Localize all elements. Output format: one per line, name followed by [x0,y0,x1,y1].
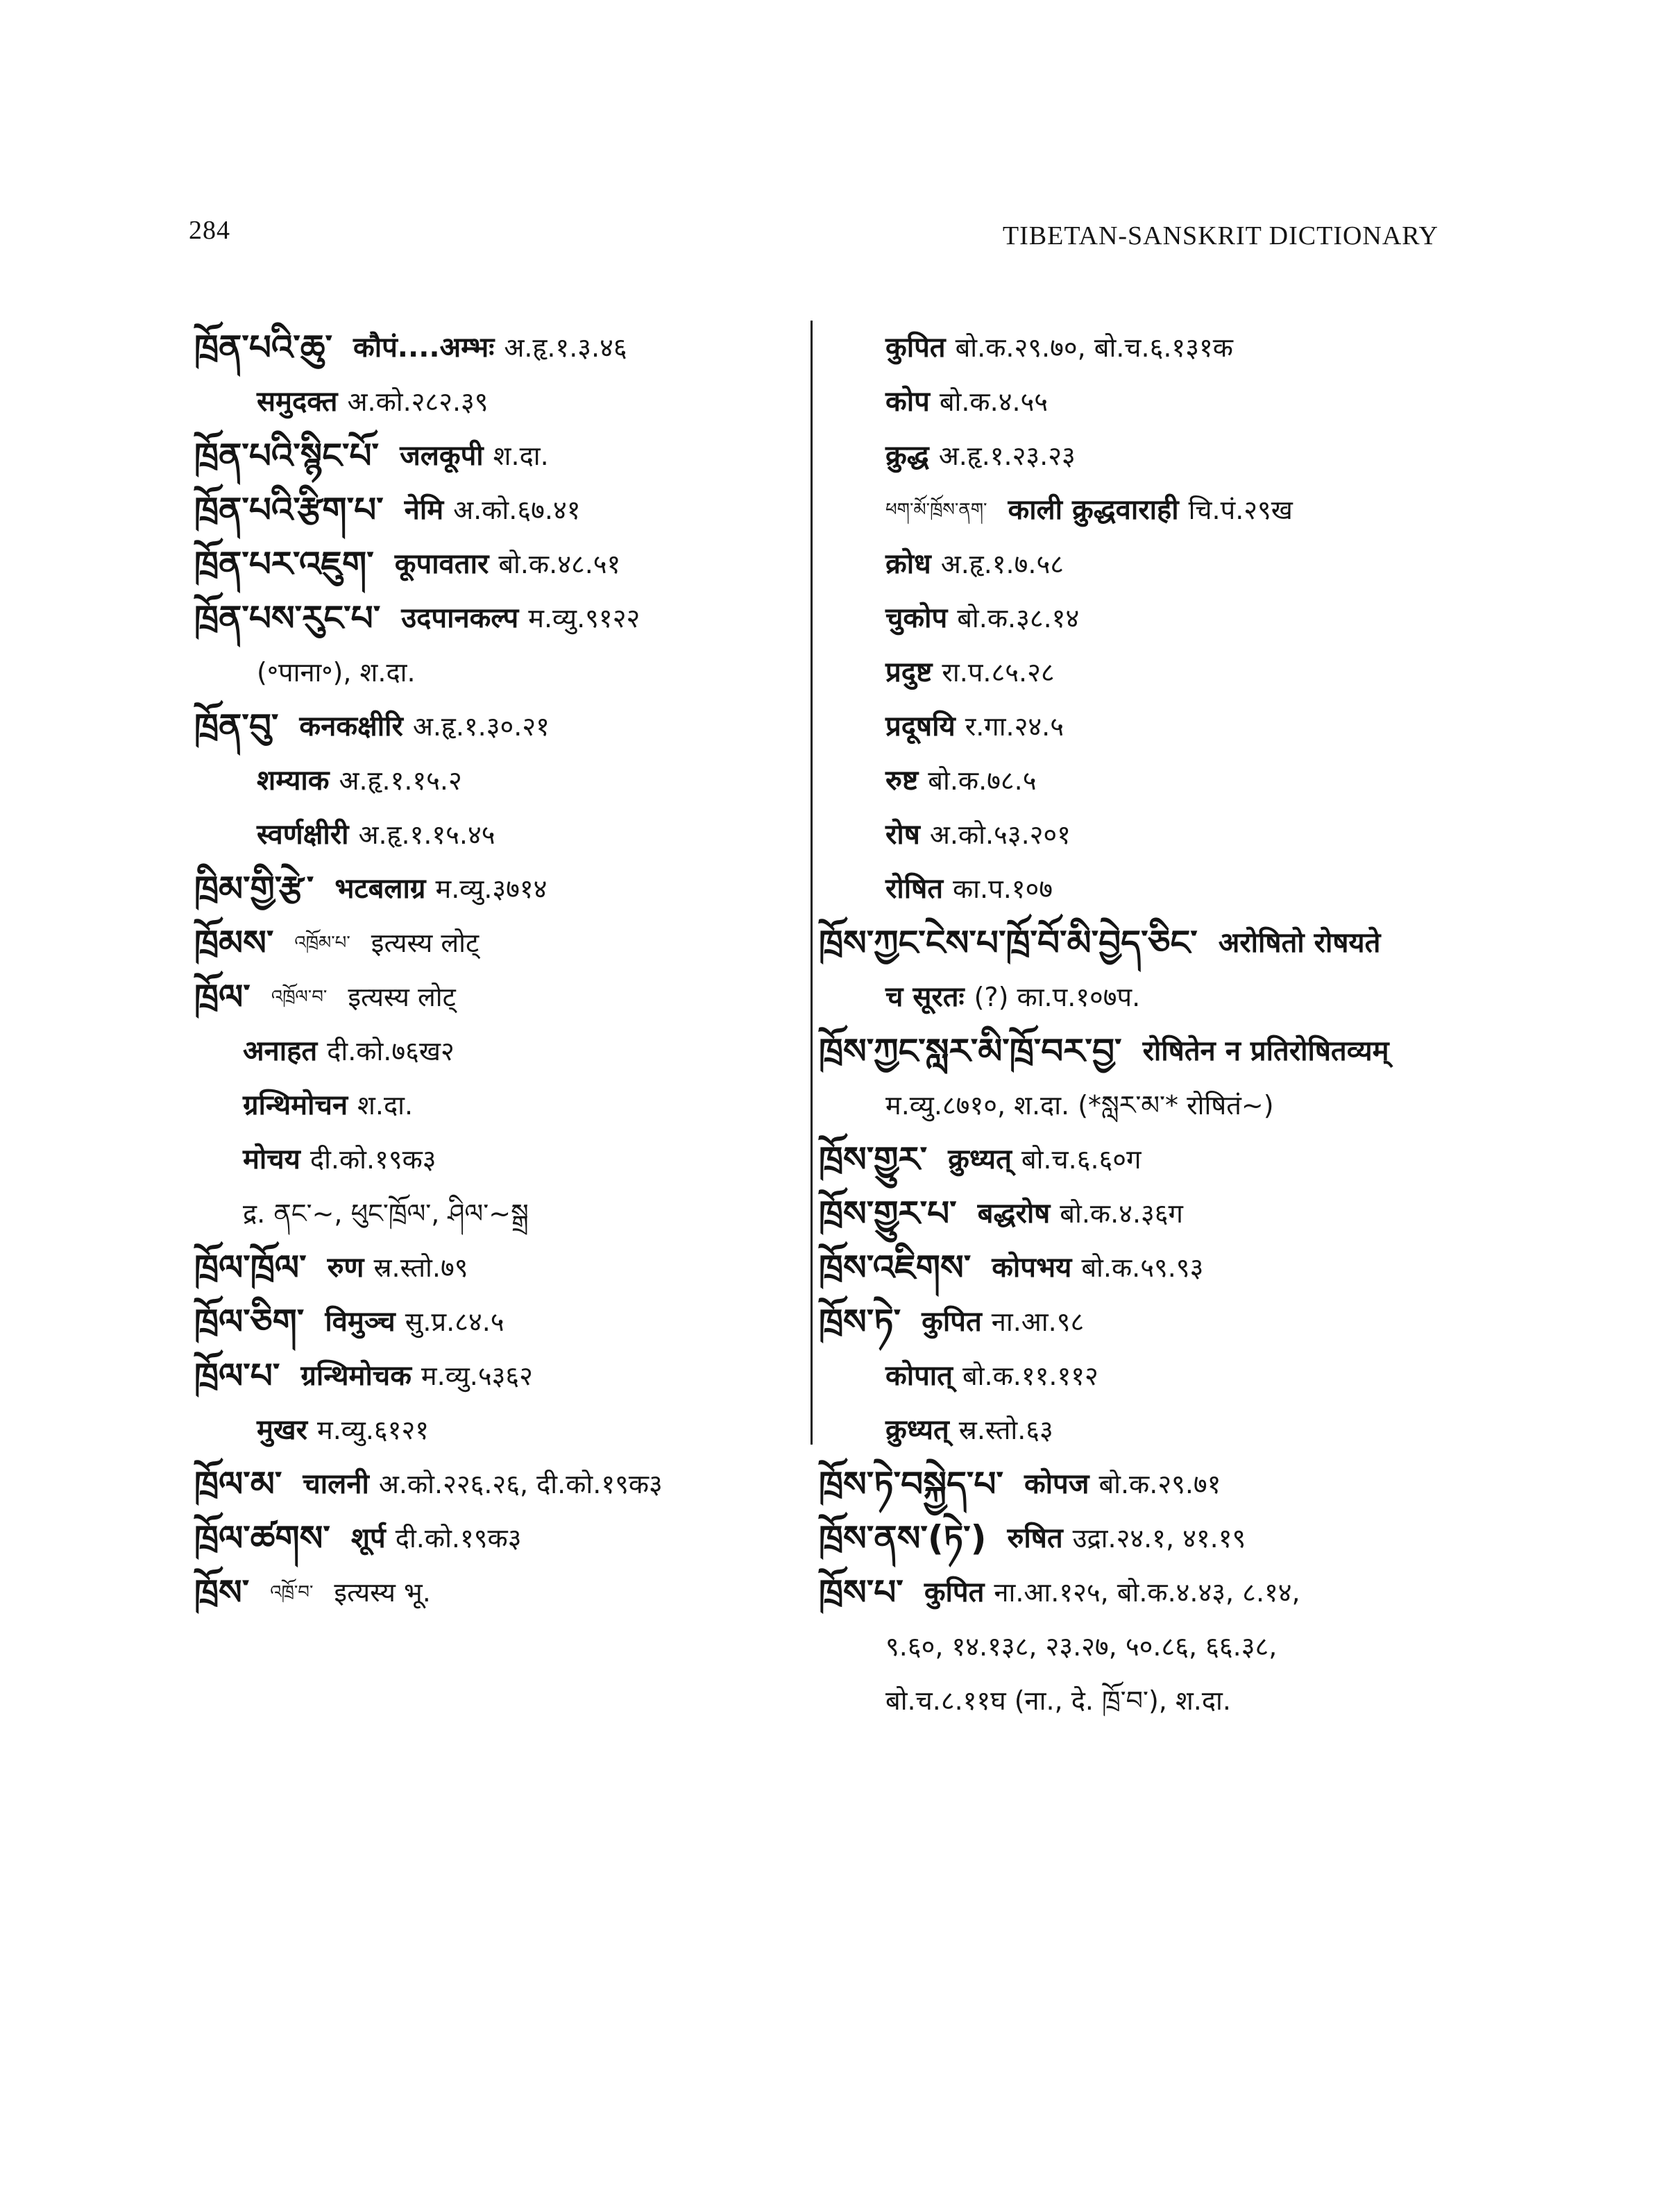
source-reference: (?) का.प.१०७प. [974,982,1141,1012]
source-reference: म.व्यु.६१२१ [317,1415,429,1445]
dictionary-line [819,808,1457,862]
dictionary-line [819,1511,1457,1565]
dictionary-line [819,754,1457,808]
source-reference: बो.क.२९.७०, बो.च.६.१३१क [955,332,1233,363]
source-reference: स्र.स्तो.७९ [373,1252,468,1283]
dictionary-line [819,1457,1457,1511]
source-reference: अ.हृ.१.३०.२१ [412,711,550,742]
sanskrit-equivalent: रुषित [1007,1522,1063,1554]
sanskrit-equivalent: क्रोध [885,548,931,580]
dictionary-line [194,754,805,808]
dictionary-line [819,970,1457,1024]
source-reference: अ.को.५३.२०१ [929,819,1071,850]
source-reference: इत्यस्य भू. [334,1577,431,1608]
dictionary-line [194,1457,805,1511]
sanskrit-equivalent: शम्याक [257,765,330,797]
tibetan-headword: ཁྲོས་གྱུར་ [819,1139,928,1180]
source-reference: श.दा. [357,1090,414,1121]
dictionary-line [819,699,1457,754]
source-reference: अ.को.२८२.३९ [347,386,489,417]
dictionary-line [194,1565,805,1619]
source-reference: स्र.स्तो.६३ [958,1415,1053,1445]
tibetan-headword: ཁྲོལ་པ་ [194,1356,280,1396]
source-reference: इत्यस्य लोट् [348,982,456,1012]
source-reference: बो.च.८.११घ (ना., दे. ཁྲོ་བ་), श.दा. [885,1685,1231,1716]
sanskrit-equivalent: प्रदुष्ट [885,656,933,688]
dictionary-line [194,1078,805,1132]
source-reference: चि.पं.२९ख [1188,495,1293,525]
sanskrit-equivalent: अरोषितो रोषयते [1218,927,1381,959]
dictionary-line [194,862,805,916]
source-reference: बो.क.११.११२ [962,1361,1098,1391]
source-reference: द्र. ནང་~, ཕུང་ཁྲོལ་, ཤིལ་~སྒྲ [243,1198,529,1229]
sanskrit-equivalent: नेमि [404,494,444,526]
dictionary-line [819,1024,1457,1078]
source-reference: श.दा. [493,441,549,471]
source-reference: बो.क.४.५५ [939,386,1049,417]
sanskrit-equivalent: कुपित [922,1306,982,1338]
dictionary-line [819,862,1457,916]
dictionary-line [194,1132,805,1186]
tibetan-headword: ཁྲོམས་ [194,923,274,963]
tibetan-headword: ཁྲོས་ [194,1572,250,1613]
tibetan-note: འཁྲོམ་པ་ [294,933,350,953]
dictionary-line [194,591,805,645]
source-reference: का.प.१०७ [953,874,1053,904]
sanskrit-equivalent: कोपात् [885,1360,953,1392]
sanskrit-equivalent: कनकक्षीरि [299,711,403,742]
sanskrit-equivalent: ग्रन्थिमोचक [300,1360,411,1392]
tibetan-headword: ཁྲོས་པ་ [819,1572,903,1613]
dictionary-line [194,321,805,375]
source-reference: ना.आ.१२५, बो.क.४.४३, ८.१४, [994,1577,1300,1608]
source-reference: अ.हृ.१.३.४६ [504,332,627,363]
tibetan-headword: ཁྲོན་པའི་རྩིག་པ་ [194,490,384,530]
sanskrit-equivalent: ग्रन्थिमोचन [243,1089,348,1121]
sanskrit-equivalent: जलकूपी [400,440,484,472]
sanskrit-equivalent: मोचय [243,1143,300,1175]
tibetan-headword: ཁྲོལ་ཅིག་ [194,1302,305,1342]
dictionary-line [194,1024,805,1078]
dictionary-line [819,1078,1457,1132]
dictionary-line [819,1241,1457,1295]
sanskrit-equivalent: मुखर [257,1414,307,1446]
sanskrit-equivalent: भटबलाग्र [334,873,426,905]
source-reference: सु.प्र.८४.५ [405,1307,504,1337]
running-title: TIBETAN-SANSKRIT DICTIONARY [1002,221,1439,250]
dictionary-line [819,1565,1457,1619]
source-reference: बो.क.७८.५ [928,765,1037,796]
dictionary-line [819,1349,1457,1403]
dictionary-line [194,645,805,699]
source-reference: म.व्यु.५३६२ [421,1361,533,1391]
dictionary-line [819,429,1457,483]
dictionary-line [194,1241,805,1295]
tibetan-headword: ཁྲོས་ཏེ་བསྐྱེད་པ་ [819,1464,1003,1504]
dictionary-line [819,591,1457,645]
sanskrit-equivalent: कूपावतार [394,548,489,580]
source-reference: ना.आ.९८ [991,1307,1085,1337]
sanskrit-equivalent: समुदक्त [257,386,338,418]
dictionary-line [194,1295,805,1349]
source-reference: र.गा.२४.५ [965,711,1064,742]
tibetan-headword: ཁྲོལ་ [194,977,251,1017]
source-reference: अ.हृ.१.१५.४५ [358,819,495,850]
sanskrit-equivalent: रुण [327,1252,364,1284]
source-reference: अ.हृ.१.७.५८ [940,549,1064,579]
source-reference: बो.क.४.३६ग [1060,1198,1183,1229]
dictionary-line [819,1619,1457,1674]
tibetan-headword: ཁྲིམ་གྱི་རྩེ་ [194,869,314,909]
dictionary-line [819,1674,1457,1728]
source-reference: ९.६०, १४.१३८, २३.२७, ५०.८६, ६६.३८, [885,1631,1278,1662]
dictionary-line [819,1132,1457,1186]
sanskrit-equivalent: कोपभय [992,1252,1072,1284]
source-reference: उद्रा.२४.१, ४१.१९ [1072,1523,1246,1554]
dictionary-line [819,1295,1457,1349]
source-reference: म.व्यु.३७१४ [435,874,548,904]
tibetan-headword: ཁྲོན་པའི་སྙིང་པོ་ [194,436,380,476]
source-reference: अ.को.२२६.२६, दी.को.१९क३ [378,1469,663,1499]
dictionary-line [194,699,805,754]
tibetan-headword: ཁྲོན་པས་རུང་པ་ [194,598,381,638]
tibetan-note: འཁྲོ་བ་ [270,1582,314,1603]
sanskrit-equivalent: कौपं....अम्भः [353,332,495,364]
dictionary-line [194,1349,805,1403]
source-reference: रा.प.८५.२८ [942,657,1055,688]
dictionary-line [194,808,805,862]
dictionary-line [194,916,805,970]
sanskrit-equivalent: विमुञ्च [325,1306,396,1338]
source-reference: बो.क.२९.७१ [1098,1469,1221,1499]
sanskrit-equivalent: रुष्ट [885,765,919,797]
source-reference: इत्यस्य लोट् [371,928,480,958]
sanskrit-equivalent: रोष [885,819,920,851]
tibetan-headword: ཁྲོས་ཀྱང་ངེས་པ་ཁྲོ་བོ་མི་བྱེད་ཅིང་ [819,923,1198,963]
dictionary-line [819,375,1457,429]
sanskrit-equivalent: अनाहत [243,1035,318,1067]
source-reference: बो.क.३८.१४ [957,603,1080,633]
dictionary-line [194,970,805,1024]
dictionary-line [819,321,1457,375]
dictionary-line [194,1511,805,1565]
sanskrit-equivalent: शूर्प [350,1522,386,1554]
sanskrit-equivalent: रोषित [885,873,943,905]
tibetan-headword: ཁྲོན་པའི་ཆུ་ [194,327,332,368]
right-column [819,321,1457,1728]
source-reference: म.व्यु.९१२२ [528,603,640,633]
dictionary-line [819,537,1457,591]
sanskrit-equivalent: कुपित [924,1576,985,1608]
source-reference: अ.हृ.१.१५.२ [339,765,462,796]
sanskrit-equivalent: उदपानकल्प [401,602,519,634]
sanskrit-equivalent: प्रदूषयि [885,711,956,742]
dictionary-line [194,537,805,591]
sanskrit-equivalent: चालनी [303,1468,369,1500]
sanskrit-equivalent: कोप [885,386,930,418]
dictionary-line [194,1186,805,1241]
source-reference: दी.को.१९क३ [395,1523,522,1554]
source-reference: अ.को.६७.४१ [453,495,581,525]
tibetan-headword: ཁྲོས་ཏེ་ [819,1302,901,1342]
tibetan-note: འཁྲོལ་བ་ [271,987,328,1007]
source-reference: दी.को.१९क३ [309,1144,436,1175]
sanskrit-equivalent: रोषितेन न प्रतिरोषितव्यम् [1142,1035,1389,1067]
dictionary-line [194,483,805,537]
source-reference: म.व्यु.८७१०, श.दा. (*སླར་མ་* रोषितं~) [885,1090,1274,1121]
tibetan-headword: ཁྲོས་གྱུར་པ་ [819,1193,957,1234]
tibetan-headword: ཁྲོན་བུ་ [194,706,279,747]
source-reference: बो.क.४८.५१ [498,549,621,579]
sanskrit-equivalent: कोपज [1024,1468,1089,1500]
tibetan-note: ཕག་མོ་ཁྲོས་ནག་ [885,500,987,520]
sanskrit-equivalent: काली क्रुद्धवाराही [1008,494,1179,526]
sanskrit-equivalent: च सूरतः [885,981,965,1013]
left-column [194,321,805,1619]
source-reference: अ.हृ.१.२३.२३ [938,441,1076,471]
dictionary-line [819,645,1457,699]
tibetan-headword: ཁྲོལ་མ་ [194,1464,282,1504]
dictionary-line [194,1403,805,1457]
dictionary-line [194,429,805,483]
column-divider [811,321,813,1445]
source-reference: दी.को.७६ख२ [327,1036,455,1066]
sanskrit-equivalent: क्रुद्ध [885,440,929,472]
tibetan-headword: ཁྲོས་ཀྱང་སླར་མི་ཁྲོ་བར་བྱ་ [819,1031,1122,1071]
sanskrit-equivalent: बद्धरोष [977,1198,1051,1230]
sanskrit-equivalent: क्रुध्यत् [885,1414,949,1446]
tibetan-headword: ཁྲོན་པར་འཇུག་ [194,544,374,584]
sanskrit-equivalent: क्रुध्यत् [948,1143,1012,1175]
page-number: 284 [189,216,230,245]
dictionary-line [819,916,1457,970]
dictionary-line [194,375,805,429]
dictionary-line [819,483,1457,537]
source-reference: बो.क.५९.९३ [1081,1252,1204,1283]
dictionary-line [819,1186,1457,1241]
tibetan-headword: ཁྲོས་འཇིགས་ [819,1248,971,1288]
sanskrit-equivalent: चुकोप [885,602,948,634]
tibetan-headword: ཁྲོས་ནས་(ཏེ་) [819,1518,987,1558]
source-reference: बो.च.६.६०ग [1021,1144,1142,1175]
source-reference: (॰पाना॰), श.दा. [257,657,416,688]
sanskrit-equivalent: स्वर्णक्षीरी [257,819,349,851]
tibetan-headword: ཁྲོལ་ཁྲོལ་ [194,1248,307,1288]
dictionary-line [819,1403,1457,1457]
sanskrit-equivalent: कुपित [885,332,946,364]
tibetan-headword: ཁྲོལ་ཚགས་ [194,1518,330,1558]
